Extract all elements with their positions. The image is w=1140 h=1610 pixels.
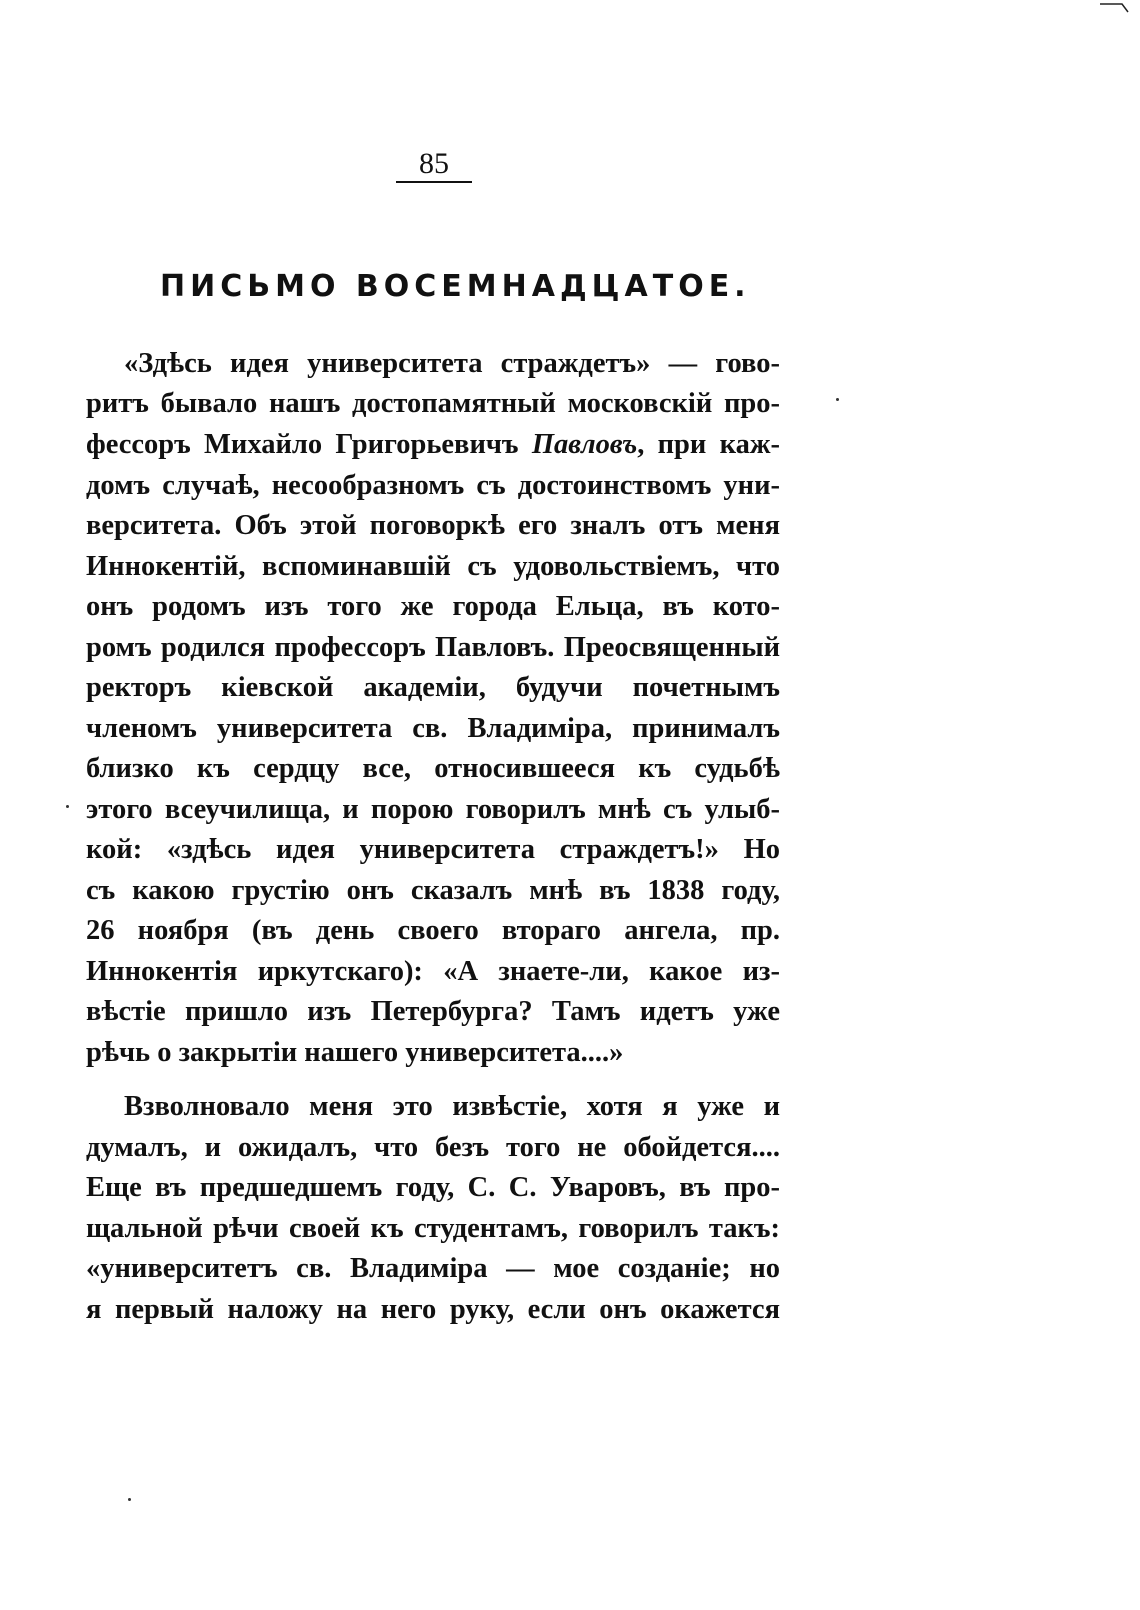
text-line: Еще въ предшедшемъ году, С. С. Уваровъ, въ про- (86, 1172, 780, 1203)
text-line: ректоръ кіевской академіи, будучи почетнымъ (86, 672, 780, 703)
text-line: щальной рѣчи своей къ студентамъ, говорилъ такъ: (86, 1213, 780, 1244)
text-line: ритъ бывало нашъ достопамятный московскій про- (86, 388, 780, 419)
text-line: верситета. Объ этой поговоркѣ его зналъ отъ меня (86, 510, 780, 541)
text-line: 26 ноября (въ день своего втораго ангела, пр. (86, 915, 780, 946)
print-speck (66, 805, 69, 808)
text-line: «университетъ св. Владиміра — мое созданіе; но (86, 1253, 780, 1284)
text-line: членомъ университета св. Владиміра, принималъ (86, 713, 780, 744)
text-line: фессоръ Михайло Григорьевичъ Павловъ, при каж- (86, 429, 780, 460)
page-corner-mark (1100, 2, 1130, 16)
print-speck (836, 398, 839, 401)
text-line: ромъ родился профессоръ Павловъ. Преосвященный (86, 632, 780, 663)
letter-heading: ПИСЬМО ВОСЕМНАДЦАТОЕ. (160, 269, 751, 304)
text-line: я первый наложу на него руку, если онъ окажется (86, 1294, 780, 1325)
text-line: Иннокентія иркутскаго): «А знаете-ли, какое из- (86, 956, 780, 987)
text-line: этого всеучилища, и порою говорилъ мнѣ съ улыб- (86, 794, 780, 825)
text-line: онъ родомъ изъ того же города Ельца, въ кото- (86, 591, 780, 622)
text-line: рѣчь о закрытіи нашего университета....» (86, 1037, 624, 1068)
text-line: кой: «здѣсь идея университета страждетъ!» Но (86, 834, 780, 865)
text-line: домъ случаѣ, несообразномъ съ достоинствомъ уни- (86, 470, 780, 501)
text-line: «Здѣсь идея университета страждетъ» — гово- (124, 348, 780, 379)
text-line: съ какою грустію онъ сказалъ мнѣ въ 1838 году, (86, 875, 780, 906)
text-line: вѣстіе пришло изъ Петербурга? Тамъ идетъ уже (86, 996, 780, 1027)
text-line: Взволновало меня это извѣстіе, хотя я уже и (124, 1091, 780, 1122)
print-speck (128, 1498, 131, 1501)
text-line: Иннокентій, вспоминавшій съ удовольствіемъ, что (86, 551, 780, 582)
page-number-rule (396, 181, 472, 183)
text-line: близко къ сердцу все, относившееся къ судьбѣ (86, 753, 780, 784)
italic-surname: Павловъ (531, 429, 638, 460)
page-number: 85 (419, 147, 449, 180)
text-line: думалъ, и ожидалъ, что безъ того не обойдется.... (86, 1132, 780, 1163)
